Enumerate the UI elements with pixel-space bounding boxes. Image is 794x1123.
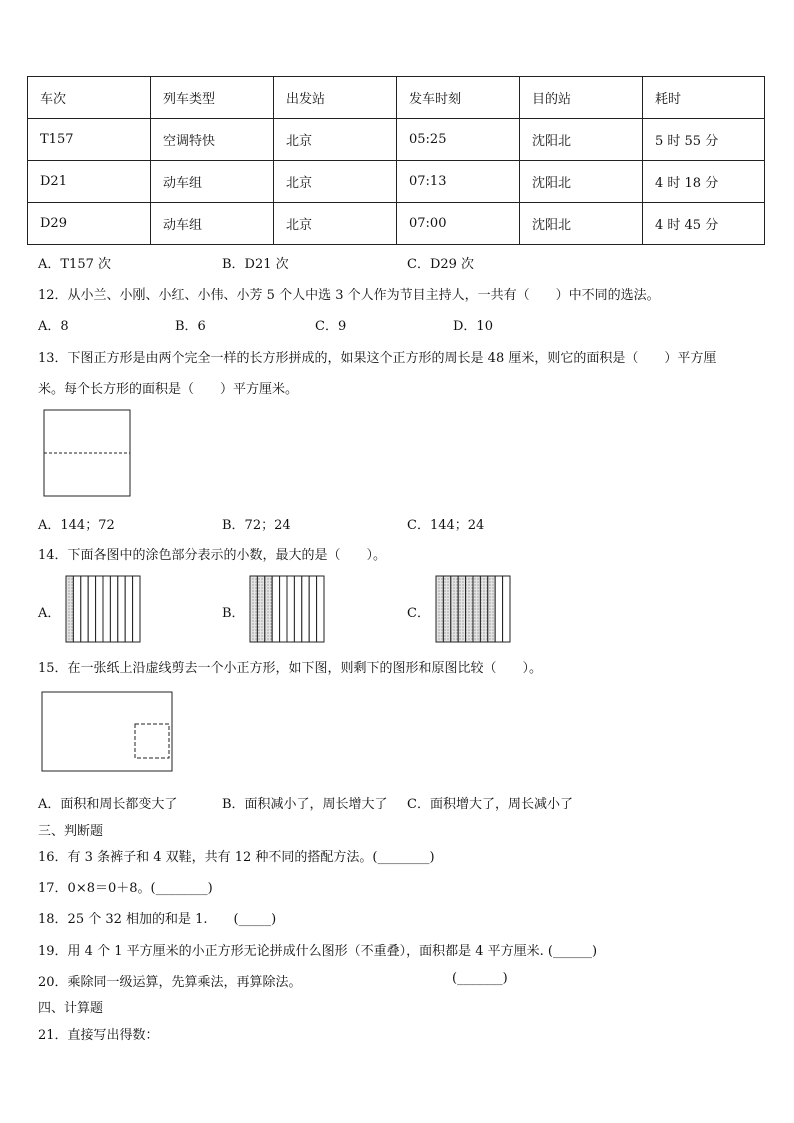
- table-header-cell: 出发站: [274, 77, 397, 119]
- empty-strip: [96, 576, 103, 642]
- empty-strip: [503, 576, 510, 642]
- q15-text: 15．在一张纸上沿虚线剪去一个小正方形，如下图，则剩下的图形和原图比较（ ）。: [38, 661, 543, 676]
- table-cell: 5 时 55 分: [643, 119, 765, 161]
- q15-option-c: C．面积增大了，周长减小了: [407, 797, 573, 812]
- q18-text: 18．25 个 32 相加的和是 1. (_____): [38, 912, 277, 927]
- table-cell: 4 时 18 分: [643, 161, 765, 203]
- table-cell: 05:25: [397, 119, 520, 161]
- empty-strip: [81, 576, 88, 642]
- table-cell: 北京: [274, 203, 397, 245]
- q14-text: 14．下面各图中的涂色部分表示的小数，最大的是（ ）。: [38, 548, 387, 563]
- q14-figure-c: [435, 575, 511, 643]
- empty-strip: [309, 576, 316, 642]
- empty-strip: [495, 576, 502, 642]
- shaded-strip: [257, 576, 264, 642]
- q12-text: 12．从小兰、小刚、小红、小伟、小芳 5 个人中选 3 个人作为节目主持人，一共有（ ）中不同的选法。: [38, 288, 660, 303]
- empty-strip: [125, 576, 132, 642]
- q13-text-line2: 米。每个长方形的面积是（ ）平方厘米。: [38, 382, 299, 397]
- q21-text: 21．直接写出得数：: [38, 1028, 159, 1043]
- q13-square-figure: [43, 409, 133, 499]
- q20-blank: (_______): [452, 971, 508, 986]
- empty-strip: [73, 576, 80, 642]
- table-header-cell: 列车类型: [151, 77, 274, 119]
- table-cell: D21: [28, 161, 151, 203]
- q14-label-c: C．: [407, 606, 430, 621]
- empty-strip: [280, 576, 287, 642]
- q16-text: 16．有 3 条裤子和 4 双鞋，共有 12 种不同的搭配方法。(________): [38, 850, 435, 865]
- shaded-strip: [480, 576, 487, 642]
- shaded-strip: [436, 576, 443, 642]
- empty-strip: [110, 576, 117, 642]
- empty-strip: [272, 576, 279, 642]
- empty-strip: [118, 576, 125, 642]
- empty-strip: [317, 576, 324, 642]
- q12-option-a: A．8: [38, 319, 69, 334]
- table-row: [28, 161, 765, 203]
- q13-option-b: B．72；24: [222, 518, 291, 533]
- table-cell: D29: [28, 203, 151, 245]
- table-header-cell: 车次: [28, 77, 151, 119]
- dashed-square-cut: [135, 724, 169, 758]
- q14-label-a: A．: [38, 606, 61, 621]
- shaded-strip: [451, 576, 458, 642]
- q12-option-d: D．10: [453, 319, 493, 334]
- shaded-strip: [250, 576, 257, 642]
- empty-strip: [133, 576, 140, 642]
- shaded-strip: [488, 576, 495, 642]
- q12-option-b: B．6: [175, 319, 206, 334]
- empty-strip: [103, 576, 110, 642]
- empty-strip: [294, 576, 301, 642]
- q19-text: 19．用 4 个 1 平方厘米的小正方形无论拼成什么图形（不重叠），面积都是 4 平方厘米. (______): [38, 944, 598, 959]
- empty-strip: [287, 576, 294, 642]
- shaded-strip: [458, 576, 465, 642]
- table-cell: 07:00: [397, 203, 520, 245]
- table-cell: 沈阳北: [520, 203, 643, 245]
- q15-option-b: B．面积减小了，周长增大了: [222, 797, 388, 812]
- table-header-cell: 耗时: [643, 77, 765, 119]
- shaded-strip: [473, 576, 480, 642]
- paper-outline: [42, 692, 172, 771]
- shaded-strip: [265, 576, 272, 642]
- table-cell: 沈阳北: [520, 161, 643, 203]
- q14-figure-b: [249, 575, 325, 643]
- empty-strip: [88, 576, 95, 642]
- table-cell: 动车组: [151, 161, 274, 203]
- table-header-row: [28, 77, 765, 119]
- train-schedule-table: [27, 76, 765, 245]
- table-cell: 动车组: [151, 203, 274, 245]
- table-header-cell: 发车时刻: [397, 77, 520, 119]
- section-heading-3: 三、判断题: [38, 824, 104, 839]
- table-row: [28, 203, 765, 245]
- q15-paper-figure: [41, 691, 175, 773]
- table-cell: 空调特快: [151, 119, 274, 161]
- q20-text: 20．乘除同一级运算，先算乘法，再算除法。: [38, 975, 302, 990]
- table-row: [28, 119, 765, 161]
- table-header-cell: 目的站: [520, 77, 643, 119]
- q12-option-c: C．9: [315, 319, 347, 334]
- q13-option-a: A．144；72: [38, 518, 115, 533]
- q13-option-c: C．144；24: [407, 518, 485, 533]
- q11-option-c: C．D29 次: [407, 257, 475, 272]
- q14-label-b: B．: [222, 606, 245, 621]
- empty-strip: [302, 576, 309, 642]
- table-cell: 北京: [274, 161, 397, 203]
- shaded-strip: [66, 576, 73, 642]
- q13-text-line1: 13．下图正方形是由两个完全一样的长方形拼成的，如果这个正方形的周长是 48 厘米，则它的面积是（ ）平方厘: [38, 351, 717, 366]
- q15-option-a: A．面积和周长都变大了: [38, 797, 178, 812]
- table-cell: T157: [28, 119, 151, 161]
- shaded-strip: [466, 576, 473, 642]
- q14-figure-a: [65, 575, 141, 643]
- table-cell: 07:13: [397, 161, 520, 203]
- table-cell: 北京: [274, 119, 397, 161]
- table-cell: 4 时 45 分: [643, 203, 765, 245]
- q11-option-a: A．T157 次: [38, 257, 112, 272]
- shaded-strip: [443, 576, 450, 642]
- q17-text: 17．0×8＝0＋8。(________): [38, 881, 213, 896]
- q11-option-b: B．D21 次: [222, 257, 289, 272]
- section-heading-4: 四、计算题: [38, 1001, 104, 1016]
- table-cell: 沈阳北: [520, 119, 643, 161]
